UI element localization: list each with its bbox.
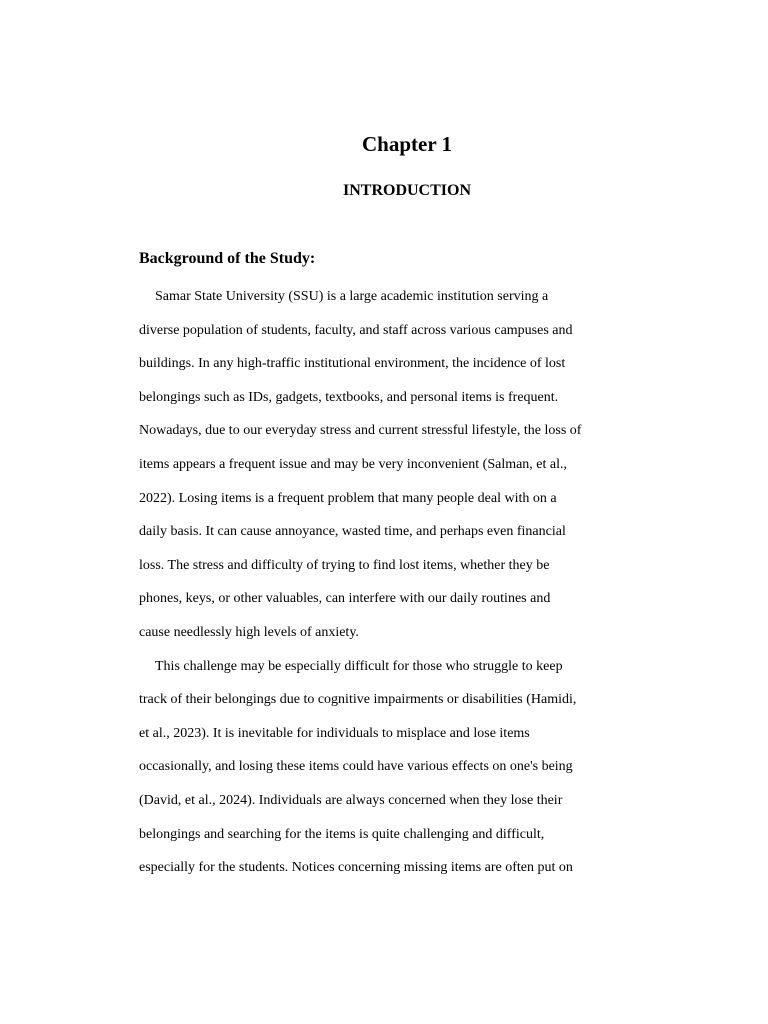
paragraph-line: et al., 2023). It is inevitable for individuals to misplace and lose items: [139, 725, 530, 741]
paragraph-line: Samar State University (SSU) is a large academic institution serving a: [155, 289, 549, 304]
paragraph-line: items appears a frequent issue and may be very inconvenient (Salman, et al.,: [139, 456, 568, 472]
paragraph-line: phones, keys, or other valuables, can interfere with our daily routines and: [139, 591, 551, 607]
chapter-subtitle: INTRODUCTION: [342, 182, 471, 199]
paragraph-line: This challenge may be especially difficult for those who struggle to keep: [155, 658, 563, 674]
paragraph-line: belongings and searching for the items is quite challenging and difficult,: [139, 826, 545, 842]
chapter-title: Chapter 1: [361, 132, 453, 156]
paragraph-line: buildings. In any high-traffic institutional environment, the incidence of lost: [139, 356, 566, 372]
paragraph-line: especially for the students. Notices concerning missing items are often put on: [139, 860, 573, 876]
paragraph-line: cause needlessly high levels of anxiety.: [139, 624, 359, 640]
paragraph-line: (David, et al., 2024). Individuals are always concerned when they lose their: [139, 792, 563, 808]
body-text: [139, 284, 639, 889]
paragraph-line: belongings such as IDs, gadgets, textbooks, and personal items is frequent.: [139, 389, 559, 405]
paragraph-line: loss. The stress and difficulty of trying to find lost items, whether they be: [139, 557, 550, 573]
paragraph-2: [139, 654, 639, 889]
paragraph-1: [139, 284, 639, 654]
paragraph-line: daily basis. It can cause annoyance, wasted time, and perhaps even financial: [139, 524, 566, 540]
paragraph-line: Nowadays, due to our everyday stress and current stressful lifestyle, the loss of: [139, 423, 582, 439]
paragraph-line: track of their belongings due to cognitive impairments or disabilities (Hamidi,: [139, 692, 577, 708]
section-heading: Background of the Study:: [139, 250, 316, 267]
paragraph-line: 2022). Losing items is a frequent problem that many people deal with on a: [139, 490, 557, 506]
paragraph-line: occasionally, and losing these items could have various effects on one's being: [139, 759, 573, 775]
paragraph-line: diverse population of students, faculty, and staff across various campuses and: [139, 322, 573, 338]
